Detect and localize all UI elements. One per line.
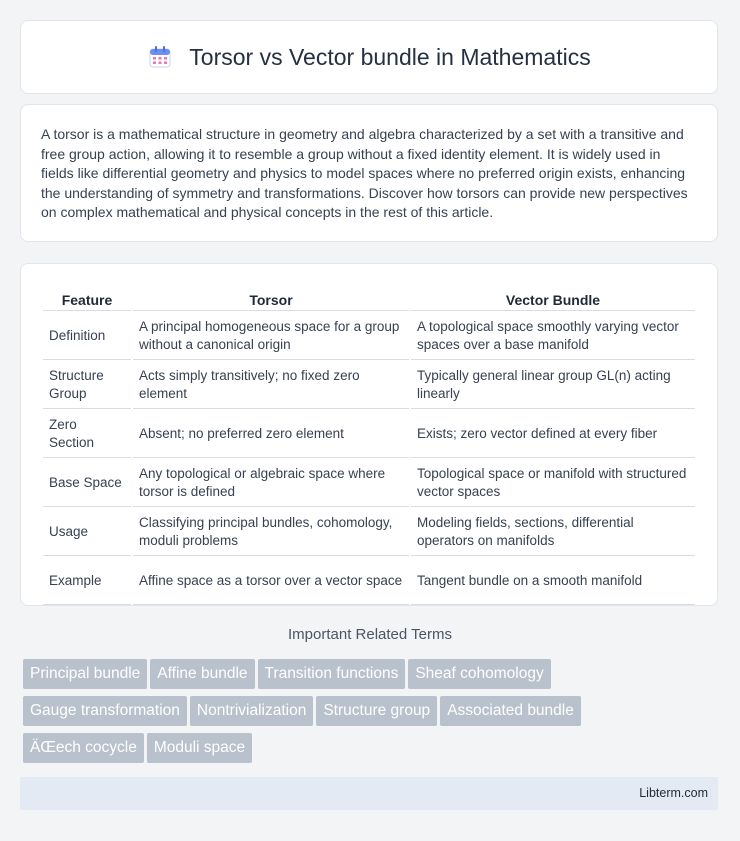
table-row	[43, 558, 695, 605]
related-terms-title: Important Related Terms	[288, 626, 452, 643]
related-term-tag[interactable]: Gauge transformation	[23, 696, 187, 726]
related-terms-list	[23, 659, 723, 770]
feature-cell: Usage	[43, 509, 131, 556]
related-term-tag[interactable]: Nontrivialization	[190, 696, 313, 726]
torsor-cell: Any topological or algebraic space where torsor is defined	[133, 460, 409, 507]
header-feature: Feature	[43, 286, 131, 311]
vector-bundle-cell: Tangent bundle on a smooth manifold	[411, 558, 695, 605]
title-card	[20, 20, 718, 94]
related-term-tag[interactable]: Associated bundle	[440, 696, 581, 726]
torsor-cell: Absent; no preferred zero element	[133, 411, 409, 458]
torsor-cell: Acts simply transitively; no fixed zero element	[133, 362, 409, 409]
torsor-cell: Classifying principal bundles, cohomology, moduli problems	[133, 509, 409, 556]
comparison-card	[20, 263, 718, 606]
feature-cell: Definition	[43, 313, 131, 360]
feature-cell: Zero Section	[43, 411, 131, 458]
related-term-tag[interactable]: Transition functions	[258, 659, 406, 689]
related-term-tag[interactable]: Affine bundle	[150, 659, 254, 689]
table-row	[43, 362, 695, 409]
related-term-tag[interactable]: Principal bundle	[23, 659, 147, 689]
torsor-cell: A principal homogeneous space for a group without a canonical origin	[133, 313, 409, 360]
table-row	[43, 509, 695, 556]
calendar-icon	[147, 44, 173, 70]
feature-cell: Base Space	[43, 460, 131, 507]
table-header-row	[43, 286, 695, 311]
vector-bundle-cell: A topological space smoothly varying vector spaces over a base manifold	[411, 313, 695, 360]
vector-bundle-cell: Topological space or manifold with structured vector spaces	[411, 460, 695, 507]
intro-card	[20, 104, 718, 242]
vector-bundle-cell: Modeling fields, sections, differential operators on manifolds	[411, 509, 695, 556]
footer-site-link[interactable]: Libterm.com	[639, 786, 708, 800]
footer	[20, 777, 718, 810]
table-row	[43, 460, 695, 507]
feature-cell: Structure Group	[43, 362, 131, 409]
vector-bundle-cell: Typically general linear group GL(n) acting linearly	[411, 362, 695, 409]
related-term-tag[interactable]: Moduli space	[147, 733, 252, 763]
related-term-tag[interactable]: ÄŒech cocycle	[23, 733, 144, 763]
header-torsor: Torsor	[133, 286, 409, 311]
page-title: Torsor vs Vector bundle in Mathematics	[189, 43, 591, 70]
header-vector-bundle: Vector Bundle	[411, 286, 695, 311]
vector-bundle-cell: Exists; zero vector defined at every fiber	[411, 411, 695, 458]
related-term-tag[interactable]: Structure group	[316, 696, 437, 726]
table-row	[43, 411, 695, 458]
related-term-tag[interactable]: Sheaf cohomology	[408, 659, 550, 689]
intro-text: A torsor is a mathematical structure in geometry and algebra characterized by a set with a transitive and free group action, allowing it to resemble a group without a fixed identity element. It is widely used in fields like differential geometry and physics to model spaces where no preferred origin exists, enhancing the understanding of symmetry and transformations. Discover how torsors can provide new perspectives on complex mathematical and physical concepts in the rest of this article.	[41, 126, 688, 220]
feature-cell: Example	[43, 558, 131, 605]
table-row	[43, 313, 695, 360]
comparison-table	[41, 284, 697, 607]
torsor-cell: Affine space as a torsor over a vector space	[133, 558, 409, 605]
